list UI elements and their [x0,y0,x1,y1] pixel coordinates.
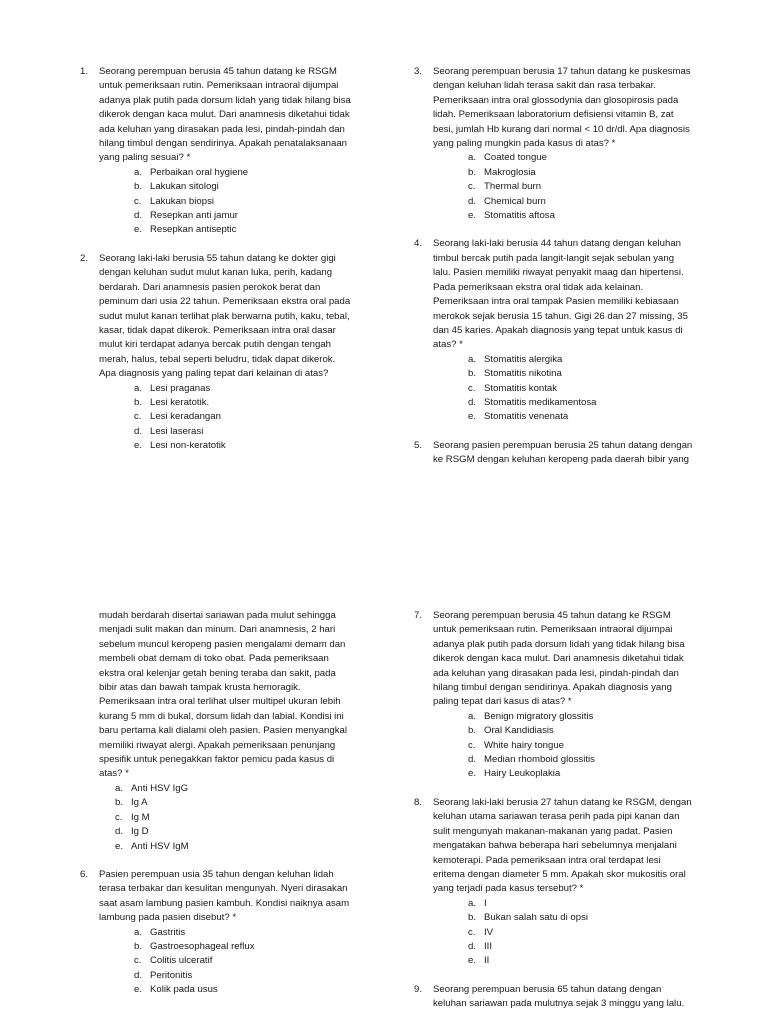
option-text: Median rhomboid glossitis [484,754,595,766]
option-text: Lesi laserasi [150,425,204,437]
option-item [99,180,380,194]
option-item [80,796,380,810]
option-letter: e. [468,955,477,967]
question-7 [414,609,714,782]
option-list [433,353,714,425]
option-letter: b. [468,912,477,924]
option-text: Gastritis [150,926,186,938]
option-text: Resepkan anti jamur [150,210,238,222]
option-letter: b. [468,166,477,178]
option-letter: c. [468,739,476,751]
option-letter: e. [134,984,143,996]
option-letter: a. [134,166,143,178]
question-number: 1. [80,66,89,77]
question-number: 6. [80,868,89,880]
question-9 [414,983,714,1012]
option-item [99,425,380,439]
question-number: 7. [414,610,423,621]
option-text: Stomatitis nikotina [484,368,562,380]
option-text: Hairy Leukoplakia [484,768,561,780]
option-item [99,166,380,180]
question-5-continuation: mudah berdarah disertai sariawan pada mulut sehingga menjadi sulit makan dan minum. Dari anamnesis, 2 hari sebelum muncul keropeng pasien mengalami demam dan membeli obat demam di toko obat. Pada pemeriksaan ekstra oral kelenjar getah bening teraba dan sakit, pada bibir atas dan bawah tampak krusta hemoragik. Pemeriksaan intra oral terlihat ulser multipel ukuran lebih kurang 5 mm di bukal, dorsum lidah dan labial. Kondisi ini baru pertama kali dialami oleh pasien. Pasien menyangkal memiliki riwayat alergi. Apakah pemeriksaan penunjang spesifik untuk penegakkan faktor pemicu pada kasus di atas? * [99,610,347,780]
option-text: Stomatitis alergika [484,353,563,365]
option-text: Thermal burn [484,181,542,193]
option-text: Lesi non-keratotik [150,440,226,452]
option-list [433,897,714,969]
option-letter: a. [468,897,477,909]
option-letter: a. [115,782,124,794]
option-letter: a. [468,710,477,722]
option-text: Ig M [131,811,150,823]
question-text: Seorang perempuan berusia 45 tahun datang ke RSGM untuk pemeriksaan rutin. Pemeriksaan intraoral dijumpai adanya plak putih pada dorsum lidah yang tidak hilang bisa dikerok dengan kaca mulut. Dari anamnesis diketahui tidak ada keluhan yang dirasakan pada lesi, pindah-pindah dan hilang timbul dengan sendirinya. Apakah penatalaksanaan yang paling sesuai? * [99,66,351,164]
option-letter: c. [468,926,476,938]
option-item [99,940,380,954]
option-item [99,439,380,453]
option-text: Coated tongue [484,152,547,164]
option-text: Anti HSV IgM [131,840,189,852]
option-item [433,911,714,925]
option-item [99,396,380,410]
question-text: Seorang laki-laki berusia 44 tahun datang dengan keluhan timbul bercak putih pada langit-langit sejak sebulan yang lalu. Pasien memiliki riwayat penyakit maag dan hipertensi. Pada pemeriksaan ekstra oral tidak ada kelainan. Pemeriksaan intra oral tampak Pasien memiliki kebiasaan merokok sejak berusia 15 tahun. Gigi 26 dan 27 missing, 35 dan 45 karies. Apakah diagnosis yang tepat untuk kasus di atas? * [433,238,688,351]
page-2 [0,512,768,1024]
option-letter: e. [468,411,477,423]
option-letter: b. [468,725,477,737]
option-text: Lesi praganas [150,382,211,394]
option-letter: b. [134,181,143,193]
option-letter: d. [115,826,124,838]
option-item [99,223,380,237]
question-3 [414,65,714,223]
option-letter: d. [468,754,477,766]
option-list [99,926,380,998]
option-letter: c. [115,811,123,823]
question-text: Seorang perempuan berusia 65 tahun datang dengan keluhan sariawan pada mulutnya sejak 3 minggu yang lalu. [433,983,685,1010]
option-text: Ig D [131,826,149,838]
option-text: Makroglosia [484,166,536,178]
option-letter: b. [468,368,477,380]
question-number: 9. [414,983,423,995]
option-text: Stomatitis aftosa [484,210,555,222]
option-text: Stomatitis medikamentosa [484,396,597,408]
option-letter: c. [134,955,142,967]
option-text: Stomatitis venenata [484,411,569,423]
question-1 [80,65,380,238]
option-text: Lesi keradangan [150,411,221,423]
question-6 [80,868,380,998]
option-text: Bukan salah satu di opsi [484,912,588,924]
option-letter: d. [468,396,477,408]
option-list [433,710,714,782]
option-item [433,151,714,165]
question-text: Seorang pasien perempuan berusia 25 tahun datang dengan ke RSGM dengan keluhan keropeng pada daerah bibir yang [433,439,693,466]
option-letter: d. [468,940,477,952]
option-letter: b. [134,396,143,408]
option-text: Anti HSV IgG [131,782,189,794]
option-item [433,767,714,781]
option-item [80,811,380,825]
page2-left-column [80,609,380,998]
option-text: III [484,940,492,952]
question-8 [414,796,714,969]
option-text: Benign migratory glossitis [484,710,594,722]
option-list [433,151,714,223]
option-item [99,209,380,223]
option-letter: c. [134,195,142,207]
option-letter: c. [468,181,476,193]
option-text: Oral Kandidiasis [484,725,554,737]
question-5 [414,439,714,468]
option-letter: e. [468,768,477,780]
question-text: Seorang laki-laki berusia 27 tahun datang ke RSGM, dengan keluhan utama sariawan terasa perih pada pipi kanan dan sulit mengunyah makanan-makanan yang padat. Pasien mengatakan bahwa beberapa hari sebelumnya menjalani kemoterapi. Pada pemeriksaan intra oral terdapat lesi eritema dengan diameter 5 mm. Apakah skor mukositis oral yang terjadi pada kasus tersebut? * [433,796,692,895]
option-item [80,840,380,854]
option-letter: c. [134,411,142,423]
option-letter: a. [134,926,143,938]
option-item [433,396,714,410]
option-text: Gastroesophageal reflux [150,940,255,952]
option-letter: d. [134,210,143,222]
question-2 [80,252,380,454]
question-text: Seorang perempuan berusia 17 tahun datang ke puskesmas dengan keluhan lidah terasa sakit dan rasa terbakar. Pemeriksaan intra oral glossodynia dan glosopirosis pada lidah. Pemeriksaan laboratorium defisiensi vitamin B, zat besi, jumlah Hb kurang dari normal < 10 dr/dl. Apa diagnosis yang paling mungkin pada kasus di atas? * [433,66,691,150]
option-item [99,954,380,968]
option-item [99,195,380,209]
option-letter: a. [134,382,143,394]
option-item [99,926,380,940]
option-item [433,753,714,767]
option-item [433,724,714,738]
option-item [433,954,714,968]
page1-right-column [414,65,714,468]
option-item [433,897,714,911]
option-text: I [484,897,487,909]
option-item [80,825,380,839]
option-item [99,410,380,424]
option-letter: c. [468,382,476,394]
option-text: IV [484,926,494,938]
option-letter: e. [468,210,477,222]
option-item [433,940,714,954]
option-text: Peritonitis [150,969,193,981]
question-4 [414,237,714,424]
question-number: 8. [414,796,423,808]
option-item [433,166,714,180]
option-letter: d. [134,425,143,437]
option-item [433,382,714,396]
option-letter: a. [468,152,477,164]
option-letter: d. [468,195,477,207]
option-text: Lesi keratotik. [150,396,210,408]
option-text: Colitis ulceratif [150,955,213,967]
option-list [80,782,380,854]
option-item [99,969,380,983]
option-text: Kolik pada usus [150,984,218,996]
option-item [433,367,714,381]
option-item [433,180,714,194]
option-text: II [484,955,490,967]
option-text: Lakukan sitologi [150,181,219,193]
question-text: Seorang perempuan berusia 45 tahun datang ke RSGM untuk pemeriksaan rutin. Pemeriksaan intraoral dijumpai adanya plak putih pada dorsum lidah yang tidak hilang bisa dikerok dengan kaca mulut. Dari anamnesis diketahui tidak ada keluhan yang dirasakan pada lesi, pindah-pindah dan hilang timbul dengan sendirinya. Apakah diagnosis yang paling tepat dari kasus di atas? * [433,610,685,708]
option-letter: e. [115,840,124,852]
option-item [433,353,714,367]
option-item [99,983,380,997]
option-letter: e. [134,440,143,452]
option-letter: e. [134,224,143,236]
option-item [80,782,380,796]
option-text: Resepkan antiseptic [150,224,237,236]
page1-left-column [80,65,380,454]
question-number: 2. [80,252,89,264]
option-list [99,382,380,454]
question-number: 3. [414,66,423,77]
option-text: Chemical burn [484,195,546,207]
page2-right-column [414,609,714,1012]
option-letter: d. [134,969,143,981]
option-item [433,926,714,940]
question-number: 4. [414,238,423,250]
option-item [99,382,380,396]
option-letter: b. [115,797,124,809]
option-text: White hairy tongue [484,739,564,751]
option-letter: b. [134,940,143,952]
option-list [99,166,380,238]
option-item [433,710,714,724]
option-text: Lakukan biopsi [150,195,215,207]
option-text: Stomatitis kontak [484,382,558,394]
option-item [433,410,714,424]
option-letter: a. [468,353,477,365]
question-text: Pasien perempuan usia 35 tahun dengan keluhan lidah terasa terbakar dan kesulitan mengunyah. Nyeri dirasakan saat asam lambung pasien kambuh. Kondisi naiknya asam lambung pada pasien disebut? * [99,868,350,924]
option-text: Perbaikan oral hygiene [150,166,249,178]
question-number: 5. [414,439,423,451]
option-item [433,209,714,223]
option-item [433,195,714,209]
question-text: Seorang laki-laki berusia 55 tahun datang ke dokter gigi dengan keluhan sudut mulut kanan luka, perih, kadang berdarah. Dari anamnesis pasien perokok berat dan peminum dari usia 22 tahun. Pemeriksaan ekstra oral pada sudut mulut kanan terlihat plak berwarna putih, kaku, tebal, kasar, tidak dapat dikerok. Pemeriksaan intra oral dasar mulut kiri terdapat adanya bercak putih dengan tengah merah, halus, tebal seperti beludru, tidak dapat dikerok. Apa diagnosis yang paling tepat dari kelainan di atas? [99,252,351,380]
option-text: Ig A [131,797,148,809]
option-item [433,739,714,753]
